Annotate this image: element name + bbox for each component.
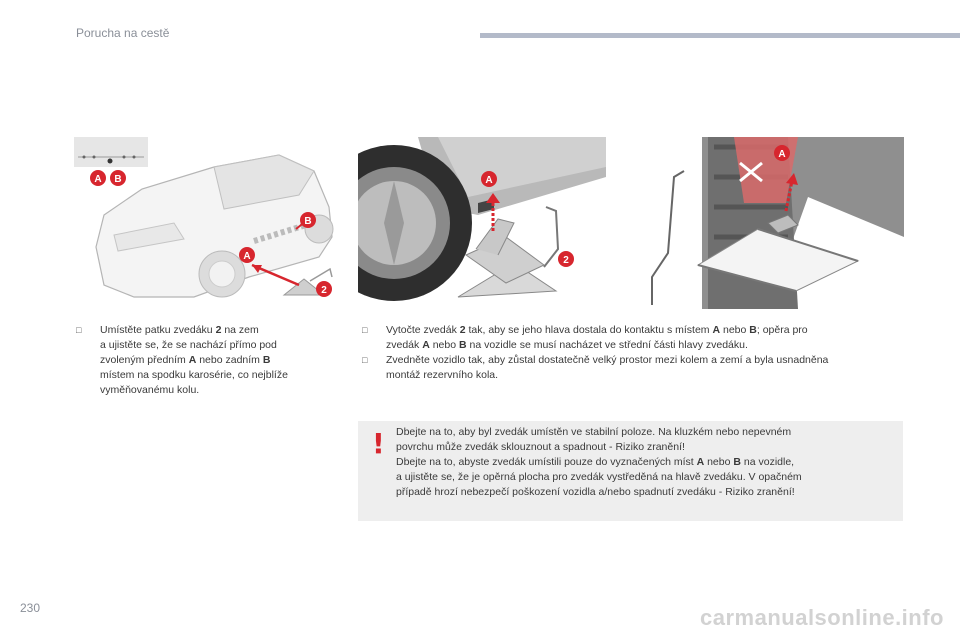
marker-b-icon: [300, 212, 316, 228]
marker-b-icon: [110, 170, 126, 186]
svg-text:A: A: [485, 175, 493, 186]
instruction-raise-vehicle: [362, 323, 907, 383]
marker-a-icon: [774, 145, 790, 161]
bullet-item: □ Vytočte zvedák 2 tak, aby se jeho hlava dostala do kontaktu s místem A nebo B; opěra pro zvedák A nebo B na vozidle se musí nacházet ve střední části hlavy zvedáku.: [362, 324, 808, 351]
watermark: carmanualsonline.info: [700, 605, 944, 630]
svg-text:A: A: [778, 149, 786, 160]
header-bar: [480, 33, 960, 38]
marker-a-icon: [481, 171, 497, 187]
bullet-item: □ Zvedněte vozidlo tak, aby zůstal dostatečně velký prostor mezi kolem a zemí a byla usnadněna montáž rezervního kola.: [362, 354, 829, 381]
marker-2-icon: [558, 251, 574, 267]
bullet-item: □ Umístěte patku zvedáku 2 na zem a ujistěte se, že se nachází přímo pod zvoleným předním A nebo zadním B místem na spodku karosérie, co nejblíže vyměňovanému kolu.: [76, 324, 288, 396]
svg-text:A: A: [94, 174, 102, 185]
page-section-title: Porucha na cestě: [76, 26, 170, 40]
svg-text:B: B: [304, 216, 312, 227]
svg-text:2: 2: [563, 255, 569, 266]
jack-under-wheel-illustration: [358, 137, 606, 309]
marker-a-icon: [239, 247, 255, 263]
bullet-icon: □: [76, 325, 82, 335]
svg-text:B: B: [114, 174, 122, 185]
bullet-icon: □: [362, 325, 368, 335]
svg-text:A: A: [243, 251, 251, 262]
svg-text:2: 2: [321, 285, 327, 296]
page-number: 230: [20, 601, 41, 615]
warning-text: Dbejte na to, aby byl zvedák umístěn ve stabilní poloze. Na kluzkém nebo nepevném povrchu může zvedák sklouznout a spadnout - Riziko zranění! Dbejte na to, abyste zvedák umístili pouze do vyznačených míst A nebo B na vozidle, a ujistěte se, že je opěrná plocha pro zvedák vystředěná na hlavě zvedáku. V opačném případě hrozí nebezpečí poškození vozidla a/nebo spadnutí zvedáku - Riziko zranění!: [396, 426, 802, 498]
jack-head-detail-illustration: [648, 137, 904, 309]
warning-box: [358, 421, 903, 521]
car-jack-points-illustration: [74, 137, 344, 307]
marker-2-icon: [316, 281, 332, 297]
instruction-place-jack: [76, 323, 321, 398]
warning-icon: !: [372, 427, 385, 460]
marker-a-icon: [90, 170, 106, 186]
bullet-icon: □: [362, 355, 368, 365]
